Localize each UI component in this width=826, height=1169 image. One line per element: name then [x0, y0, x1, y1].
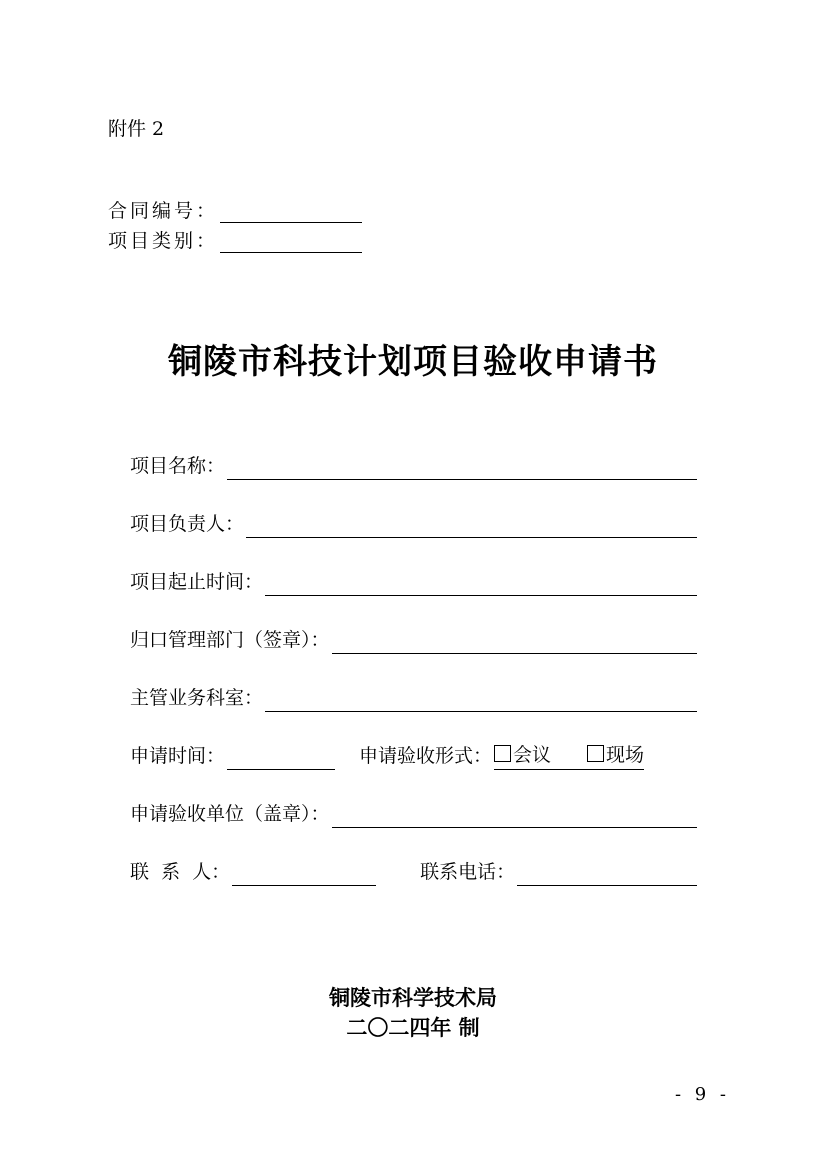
project-period-row — [130, 566, 697, 596]
apply-time-label: 申请时间： — [130, 745, 226, 767]
dept-label: 归口管理部门（签章）： — [130, 629, 330, 651]
project-name-label: 项目名称： — [130, 455, 226, 477]
option-meeting[interactable]: 会议 — [494, 740, 551, 767]
attachment-label: 附件 2 — [108, 118, 165, 140]
apply-time-field[interactable] — [227, 743, 335, 770]
project-category-row — [108, 226, 362, 253]
checkbox-icon[interactable] — [494, 745, 511, 762]
contact-field[interactable] — [232, 859, 376, 886]
contact-row — [130, 856, 697, 886]
page-number: - 9 - — [674, 1084, 730, 1105]
project-period-field[interactable] — [265, 569, 697, 596]
contract-number-field[interactable] — [220, 202, 362, 223]
office-field[interactable] — [265, 685, 697, 712]
page-title: 铜陵市科技计划项目验收申请书 — [168, 342, 658, 382]
accept-form-label: 申请验收形式： — [359, 745, 493, 767]
apply-row — [130, 740, 697, 770]
checkbox-icon[interactable] — [587, 745, 604, 762]
issue-date: 二〇二四年 制 — [346, 1016, 480, 1040]
dept-field[interactable] — [332, 627, 697, 654]
contact-label: 联 系 人： — [130, 861, 231, 883]
apply-unit-label: 申请验收单位（盖章）： — [130, 803, 330, 825]
project-name-row — [130, 450, 697, 480]
project-category-label: 项目类别： — [108, 230, 219, 252]
accept-form-options — [494, 740, 644, 770]
apply-unit-row — [130, 798, 697, 828]
office-label: 主管业务科室： — [130, 687, 264, 709]
phone-label: 联系电话： — [420, 861, 516, 883]
project-category-field[interactable] — [220, 232, 362, 253]
phone-field[interactable] — [517, 859, 697, 886]
option-site[interactable]: 现场 — [587, 740, 644, 767]
issuing-organization: 铜陵市科学技术局 — [329, 986, 497, 1010]
project-name-field[interactable] — [227, 453, 697, 480]
contract-number-row — [108, 196, 362, 223]
project-period-label: 项目起止时间： — [130, 571, 264, 593]
project-leader-row — [130, 508, 697, 538]
dept-row — [130, 624, 697, 654]
office-row — [130, 682, 697, 712]
contract-number-label: 合同编号： — [108, 200, 219, 222]
project-leader-field[interactable] — [246, 511, 697, 538]
project-leader-label: 项目负责人： — [130, 513, 245, 535]
apply-unit-field[interactable] — [332, 801, 697, 828]
